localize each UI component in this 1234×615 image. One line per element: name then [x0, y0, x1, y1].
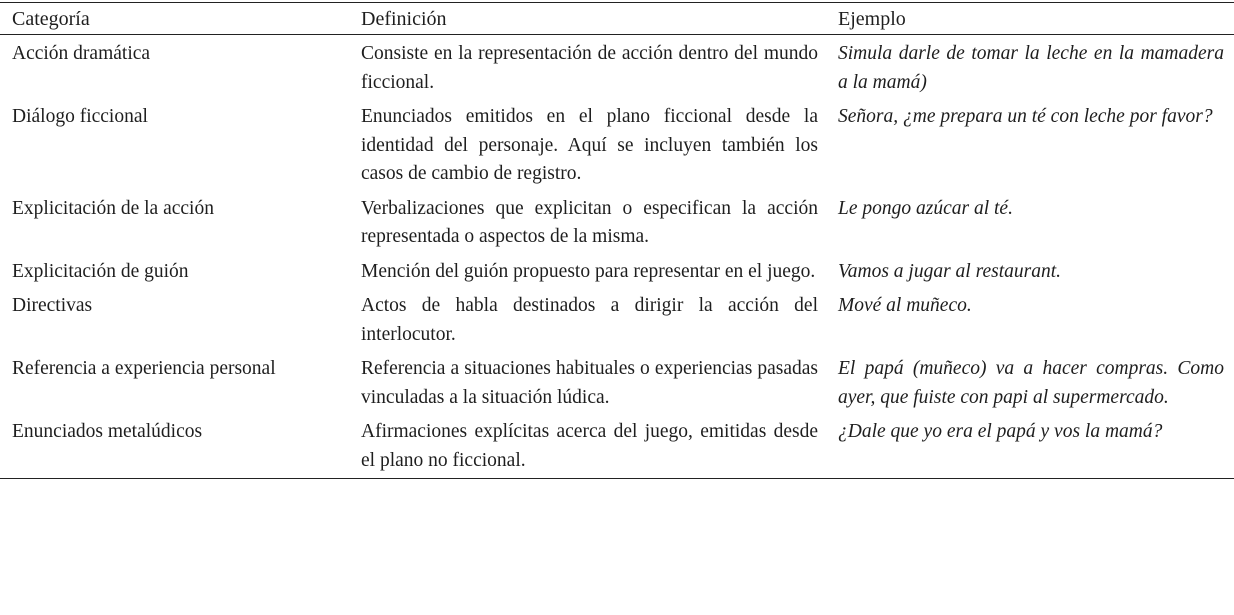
- categories-table-container: [0, 2, 1234, 479]
- cell-category: Diálogo ficcional: [12, 106, 148, 127]
- cell-category: Acción dramática: [12, 43, 151, 64]
- table-row: [0, 35, 1234, 99]
- header-row: [0, 3, 1234, 35]
- header-definition: Definición: [361, 8, 447, 30]
- cell-category: Explicitación de la acción: [12, 197, 214, 219]
- cell-example: Simula darle de tomar la leche en la mamadera a la mamá): [838, 43, 1224, 93]
- table-row: [0, 98, 1234, 190]
- table-row: [0, 350, 1234, 413]
- table-row: [0, 253, 1234, 288]
- cell-definition: Afirmaciones explícitas acerca del juego, emitidas desde el plano no ficcional.: [361, 421, 818, 471]
- header-category: Categoría: [12, 8, 90, 30]
- table-body: [0, 35, 1234, 479]
- table-row: [0, 287, 1234, 350]
- table-row: [0, 190, 1234, 253]
- cell-example: Vamos a jugar al restaurant.: [838, 260, 1062, 282]
- cell-definition: Consiste en la representación de acción dentro del mundo ficcional.: [361, 43, 818, 93]
- cell-definition: Enunciados emitidos en el plano ficcional desde la identidad del personaje. Aquí se incluyen también los casos de cambio de registro.: [361, 106, 818, 184]
- categories-table: [0, 2, 1234, 479]
- cell-definition: Actos de habla destinados a dirigir la acción del interlocutor.: [361, 295, 818, 345]
- header-example: Ejemplo: [838, 8, 906, 30]
- cell-category: Explicitación de guión: [12, 260, 189, 282]
- cell-example: El papá (muñeco) va a hacer compras. Como ayer, que fuiste con papi al supermercado.: [838, 358, 1224, 408]
- cell-definition: Verbalizaciones que explicitan o especifican la acción representada o aspectos de la misma.: [361, 197, 818, 247]
- cell-example: Le pongo azúcar al té.: [838, 197, 1013, 219]
- table-row: [0, 413, 1234, 479]
- cell-definition: Mención del guión propuesto para representar en el juego.: [361, 260, 816, 282]
- cell-example: Señora, ¿me prepara un té con leche por favor?: [838, 106, 1213, 127]
- table-header: [0, 3, 1234, 35]
- cell-category: Directivas: [12, 295, 93, 316]
- cell-category: Enunciados metalúdicos: [12, 421, 203, 442]
- cell-category: Referencia a experiencia personal: [12, 358, 276, 379]
- cell-definition: Referencia a situaciones habituales o experiencias pasadas vinculadas a la situación lúdica.: [361, 358, 818, 408]
- cell-example: ¿Dale que yo era el papá y vos la mamá?: [838, 421, 1163, 442]
- cell-example: Mové al muñeco.: [838, 295, 972, 316]
